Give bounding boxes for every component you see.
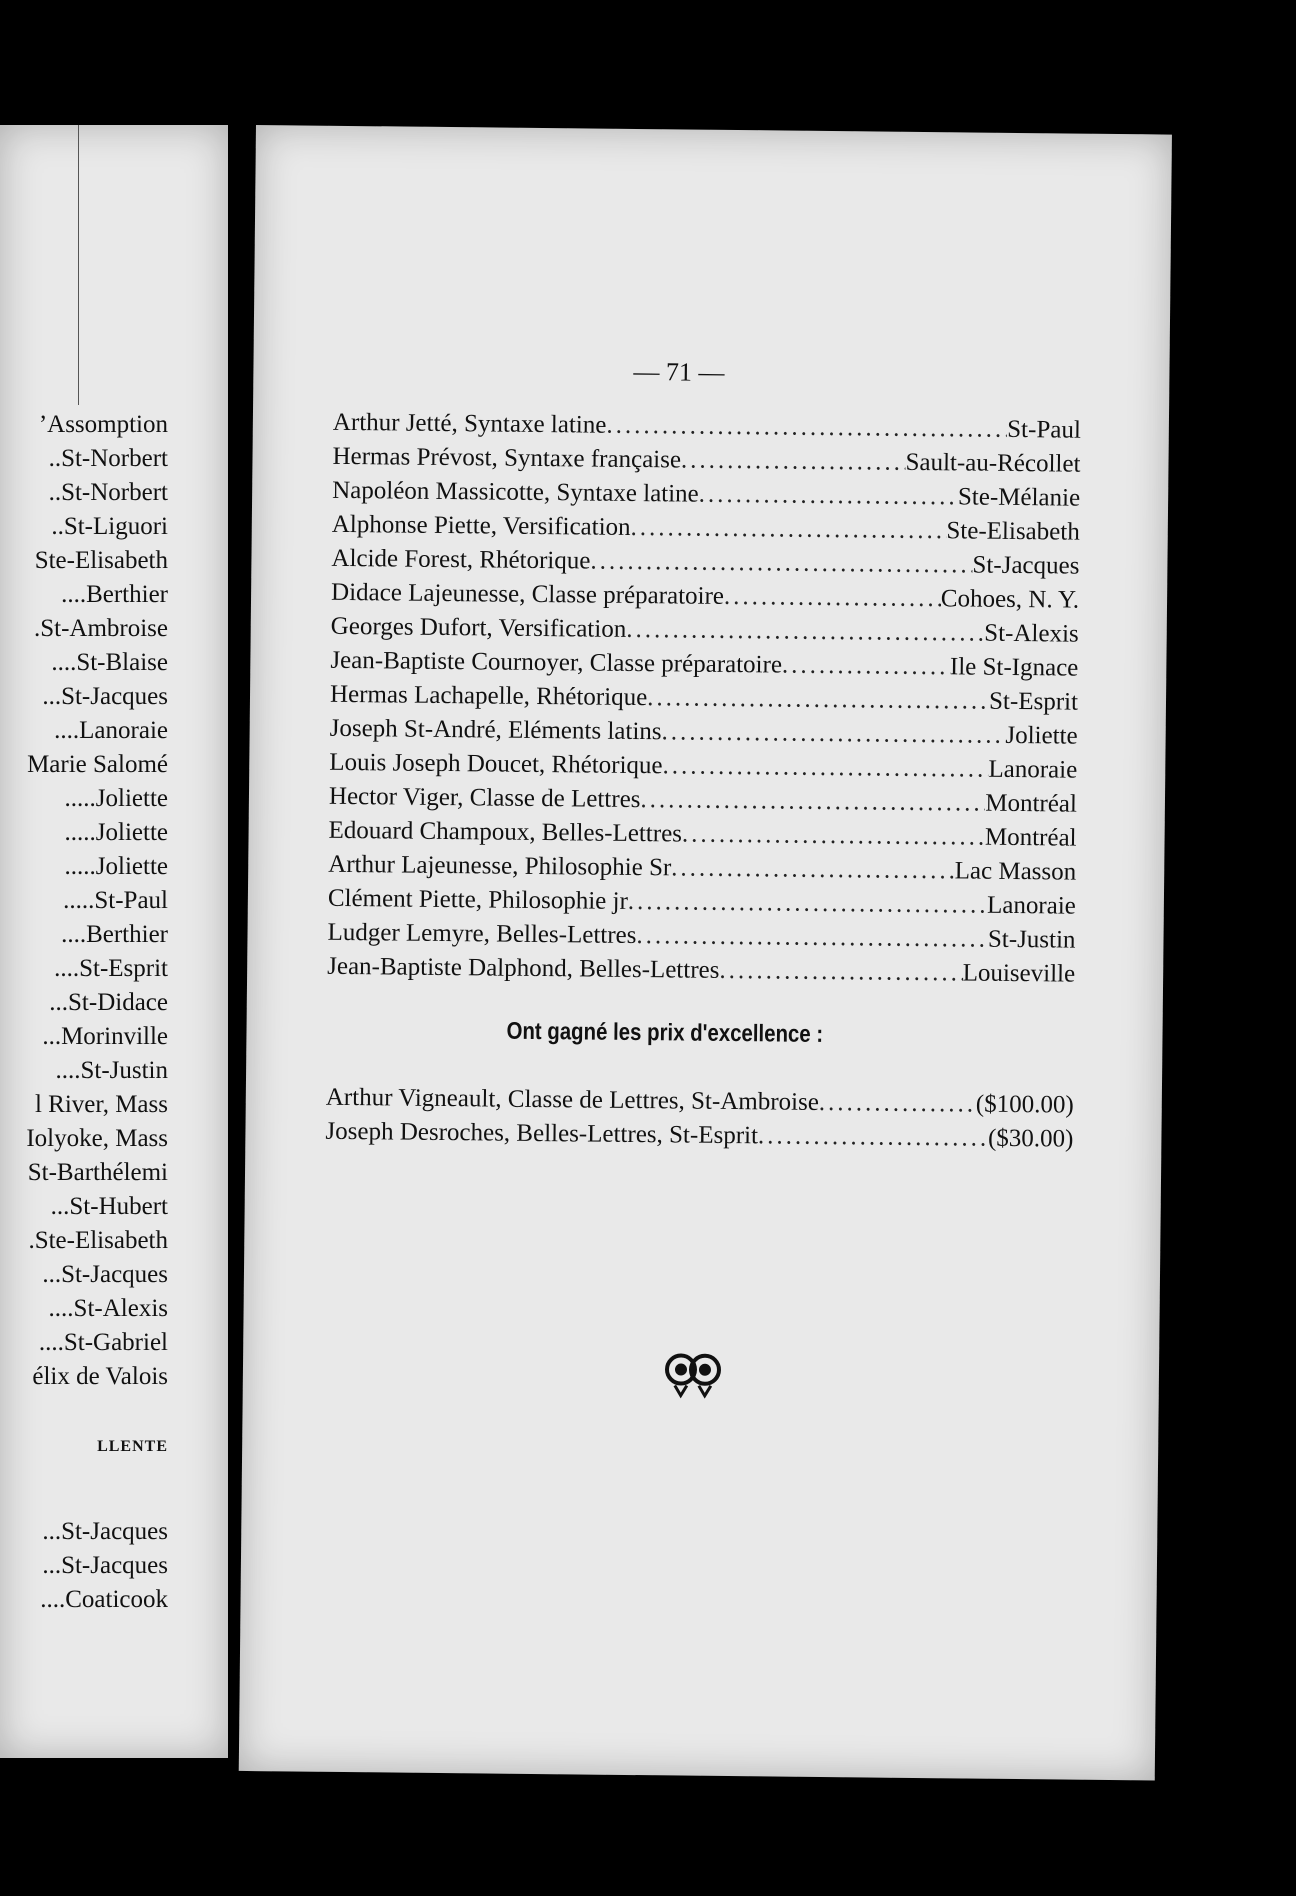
left-line: ...St-Didace bbox=[49, 989, 168, 1016]
entry-name: Hermas Lachapelle, Rhétorique bbox=[329, 680, 648, 712]
left-line: ..St-Liguori bbox=[51, 513, 168, 540]
entry-name: Arthur Lajeunesse, Philosophie Sr bbox=[328, 850, 672, 882]
leader-dots bbox=[724, 580, 941, 616]
left-line: ....St-Gabriel bbox=[38, 1329, 168, 1356]
leader-dots bbox=[699, 478, 959, 515]
excellence-heading: Ont gagné les prix d'excellence : bbox=[506, 1017, 824, 1048]
left-line: ...Morinville bbox=[42, 1023, 168, 1050]
left-page bbox=[0, 125, 228, 1758]
leader-dots bbox=[661, 715, 1005, 753]
left-line: ..St-Norbert bbox=[48, 445, 168, 472]
leader-dots bbox=[681, 443, 906, 479]
left-line: .....Joliette bbox=[64, 785, 168, 812]
entry-place: Louiseville bbox=[962, 959, 1076, 988]
entry-name: Georges Dufort, Versification bbox=[330, 612, 627, 643]
left-excellence-heading: LLENTE bbox=[97, 1438, 168, 1455]
page-number: — 71 — bbox=[633, 356, 725, 387]
entry-name: Louis Joseph Doucet, Rhétorique bbox=[329, 748, 663, 780]
ornament-icon bbox=[663, 1349, 724, 1409]
left-line: ’Assomption bbox=[38, 411, 168, 438]
column-rule bbox=[78, 125, 79, 405]
left-line: .St-Ambroise bbox=[33, 615, 168, 642]
prize-item bbox=[325, 1115, 1073, 1157]
prize-name: Arthur Vigneault, Classe de Lettres, St-Ambroise bbox=[325, 1083, 820, 1116]
leader-dots bbox=[662, 749, 988, 786]
left-line: Iolyoke, Mass bbox=[26, 1125, 168, 1152]
leader-dots bbox=[719, 954, 963, 991]
entry-name: Didace Lajeunesse, Classe préparatoire bbox=[330, 578, 725, 610]
left-line: .....Joliette bbox=[64, 819, 168, 846]
list-item bbox=[327, 950, 1075, 992]
left-line: ....St-Blaise bbox=[51, 649, 168, 676]
left-line: ....St-Justin bbox=[55, 1057, 168, 1084]
entry-place: Joliette bbox=[1005, 721, 1078, 750]
entry-name: Alcide Forest, Rhétorique bbox=[331, 544, 591, 575]
leader-dots bbox=[682, 818, 985, 855]
left-line: ....Berthier bbox=[61, 581, 168, 608]
entry-place: Lac Masson bbox=[954, 857, 1077, 886]
entry-name: Clément Piette, Philosophie jr bbox=[327, 884, 629, 915]
leader-dots bbox=[671, 851, 955, 888]
right-page bbox=[239, 125, 1172, 1781]
prize-name: Joseph Desroches, Belles-Lettres, St-Esprit bbox=[325, 1117, 759, 1150]
entry-place: Montréal bbox=[984, 823, 1077, 852]
prize-amount: ($100.00) bbox=[975, 1090, 1074, 1119]
entry-name: Ludger Lemyre, Belles-Lettres bbox=[327, 918, 637, 950]
leader-dots bbox=[630, 511, 946, 548]
entry-place: St-Esprit bbox=[988, 687, 1079, 716]
left-line: l River, Mass bbox=[34, 1091, 168, 1118]
left-line: ....St-Alexis bbox=[48, 1295, 168, 1322]
left-line: .Ste-Elisabeth bbox=[28, 1227, 168, 1254]
entry-name: Joseph St-André, Eléments latins bbox=[329, 714, 662, 746]
entry-place: St-Justin bbox=[987, 925, 1076, 954]
left-excellence-line: ...St-Jacques bbox=[42, 1552, 168, 1579]
entry-place: Sault-au-Récollet bbox=[905, 448, 1081, 478]
left-excellence-line: ...St-Jacques bbox=[42, 1518, 168, 1545]
entry-place: Cohoes, N. Y. bbox=[940, 585, 1080, 614]
leader-dots bbox=[640, 783, 985, 821]
entry-name: Hector Viger, Classe de Lettres bbox=[328, 782, 641, 814]
left-line: St-Barthélemi bbox=[27, 1159, 168, 1186]
left-line: Marie Salomé bbox=[27, 751, 168, 778]
leader-dots bbox=[782, 649, 950, 685]
left-excellence-line: ....Coaticook bbox=[40, 1586, 168, 1613]
entry-name: Jean-Baptiste Dalphond, Belles-Lettres bbox=[327, 952, 720, 984]
entry-name: Jean-Baptiste Cournoyer, Classe préparatoire bbox=[330, 646, 783, 679]
left-line: élix de Valois bbox=[32, 1363, 168, 1390]
entry-place: Lanoraie bbox=[986, 891, 1077, 920]
entry-place: St-Paul bbox=[1007, 415, 1081, 444]
prize-amount: ($30.00) bbox=[987, 1124, 1074, 1153]
leader-dots bbox=[606, 409, 1007, 447]
left-line: ....St-Esprit bbox=[54, 955, 168, 982]
entry-name: Edouard Champoux, Belles-Lettres bbox=[328, 816, 683, 848]
entry-name: Alphonse Piette, Versification bbox=[331, 510, 631, 541]
entry-place: St-Jacques bbox=[972, 551, 1080, 580]
left-line: .....St-Paul bbox=[63, 887, 168, 914]
left-line: ...St-Jacques bbox=[42, 1261, 168, 1288]
entry-place: Ste-Elisabeth bbox=[946, 517, 1080, 546]
left-line: .....Joliette bbox=[64, 853, 168, 880]
left-line: ....Lanoraie bbox=[54, 717, 168, 744]
entry-place: St-Alexis bbox=[984, 619, 1079, 648]
left-line: Ste-Elisabeth bbox=[34, 547, 168, 574]
entry-name: Hermas Prévost, Syntaxe française bbox=[332, 442, 682, 474]
entry-name: Arthur Jetté, Syntaxe latine bbox=[332, 408, 607, 439]
entry-place: Ste-Mélanie bbox=[957, 483, 1081, 512]
entry-place: Lanoraie bbox=[988, 755, 1078, 784]
left-line: ...St-Hubert bbox=[50, 1193, 168, 1220]
leader-dots bbox=[590, 545, 972, 583]
left-line: ....Berthier bbox=[61, 921, 168, 948]
entry-name: Napoléon Massicotte, Syntaxe latine bbox=[332, 476, 699, 508]
entry-place: Montréal bbox=[985, 789, 1078, 818]
entry-place: Ile St-Ignace bbox=[949, 653, 1079, 682]
leader-dots bbox=[758, 1119, 988, 1155]
leader-dots bbox=[628, 885, 988, 923]
leader-dots bbox=[626, 613, 984, 651]
leader-dots bbox=[819, 1086, 976, 1122]
left-line: ..St-Norbert bbox=[48, 479, 168, 506]
left-line: ...St-Jacques bbox=[42, 683, 168, 710]
leader-dots bbox=[647, 681, 989, 719]
leader-dots bbox=[636, 919, 988, 957]
